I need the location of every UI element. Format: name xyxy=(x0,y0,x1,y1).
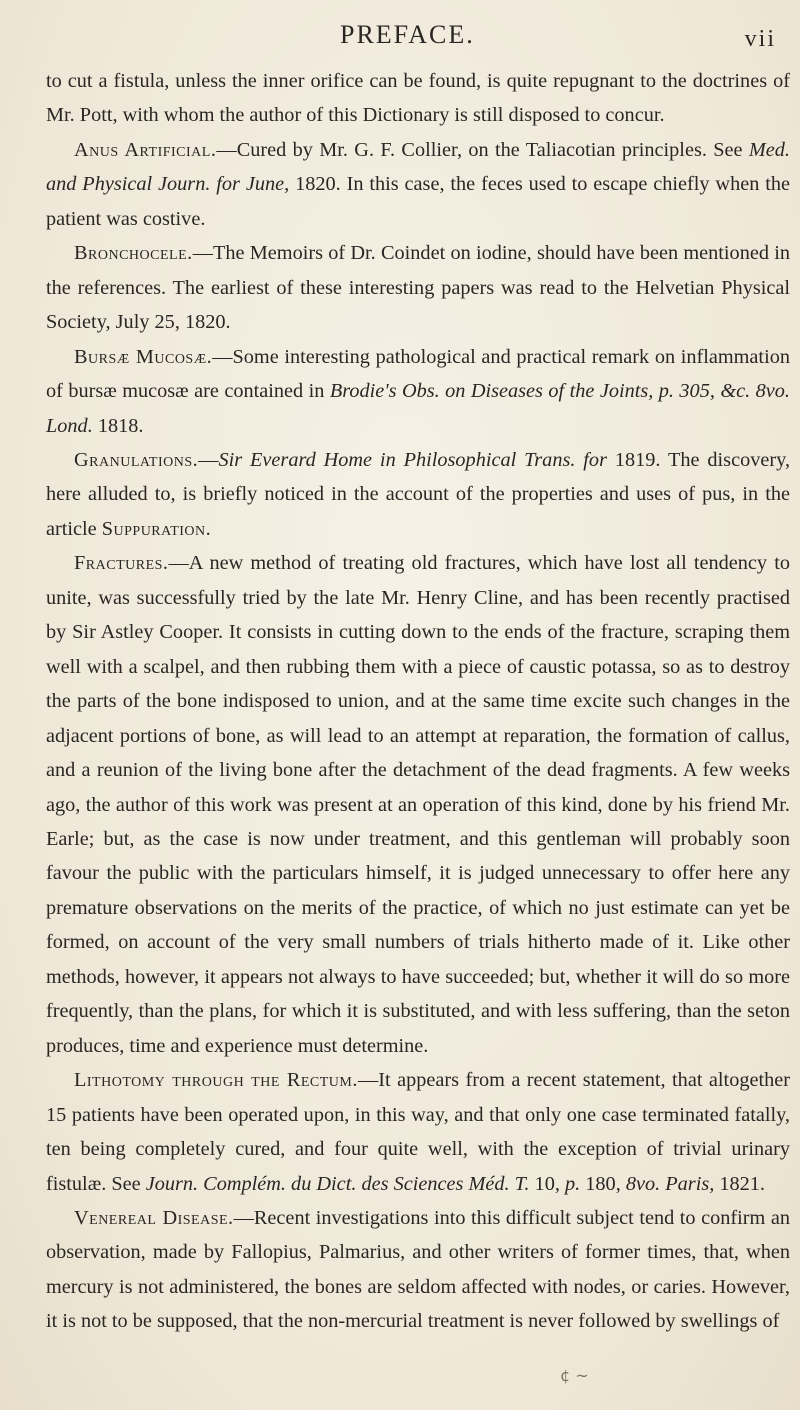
citation: Med. and Physical Journ. for June, xyxy=(46,138,790,196)
paragraph-text: to cut a fistula, unless the inner orifice can be found, is quite repugnant to the doctrines of Mr. Pott, with whom the author of this Dictionary is still disposed to concur. xyxy=(46,70,790,127)
entry-heading: Bursæ Mucosæ. xyxy=(74,345,213,368)
entry-text: It appears from a recent statement, that altogether 15 patients have been operated upon, in this way, and that only one case terminated fatally, ten being completely cured, and four quite well, with the exception of trivial urinary fistulæ. See xyxy=(46,1069,791,1195)
entry-bronchocele xyxy=(46,236,790,339)
em-dash: — xyxy=(192,242,213,265)
entry-anus-artificial xyxy=(46,133,790,236)
entry-text: . xyxy=(205,517,211,540)
em-dash: — xyxy=(216,138,237,161)
entry-heading: Granulations. xyxy=(74,448,199,471)
running-head-title: PREFACE. xyxy=(340,20,475,49)
body-text xyxy=(46,64,790,1339)
entry-text: 1821. xyxy=(714,1172,765,1195)
entry-heading: Venereal Disease. xyxy=(74,1206,234,1229)
em-dash: — xyxy=(212,345,233,368)
entry-heading: Anus Artificial. xyxy=(74,138,217,161)
entry-heading: Lithotomy through the Rectum. xyxy=(74,1069,358,1092)
citation: Sir Everard Home in Philosophical Trans. for xyxy=(218,448,607,471)
paragraph-fistula-continued xyxy=(46,64,790,133)
em-dash: — xyxy=(233,1206,254,1229)
entry-text: Cured by Mr. G. F. Collier, on the Taliacotian principles. See xyxy=(236,138,749,161)
entry-text: 1819. The discovery, here alluded to, is briefly noticed in the account of the properties and uses of pus, in the article xyxy=(46,448,791,540)
entry-text: 1818. xyxy=(92,414,144,437)
entry-heading: Bronchocele. xyxy=(74,242,193,265)
entry-text: Some interesting pathological and practical remark on inflammation of bursæ mucosæ are contained in xyxy=(46,345,790,403)
entry-text: 1820. In this case, the feces used to escape chiefly when the patient was costive. xyxy=(46,173,791,230)
entry-text: 10, xyxy=(529,1172,565,1195)
footer-mark: ¢ ~ xyxy=(560,1366,589,1385)
em-dash: — xyxy=(357,1069,379,1092)
page-number: vii xyxy=(744,26,776,52)
entry-text: A new method of treating old fractures, which have lost all tendency to unite, was successfully tried by the late Mr. Henry Cline, and has been recently practised by Sir Astley Cooper. It consists in cutting down to the ends of the fracture, scraping them well with a scalpel, and then rubbing them with a piece of caustic potassa, so as to destroy the parts of the bone indisposed to union, and at the same time excite such changes in the adjacent portions of bone, as will lead to an attempt at reparation, the formation of callus, and a reunion of the living bone after the detachment of the dead fragments. A few weeks ago, the author of this work was present at an operation of this kind, done by his friend Mr. Earle; but, as the case is now under treatment, and this gentleman will probably soon favour the public with the particulars himself, it is judged unnecessary to offer here any premature observations on the merits of the practice, of which no just estimate can yet be formed, on account of the very small numbers of trials hitherto made of it. Like other methods, however, it appears not always to have succeeded; but, whether it will do so more frequently, than the plans, for which it is substituted, and with less suffering, than the seton produces, time and experience must determine. xyxy=(46,552,790,1057)
em-dash: — xyxy=(168,552,189,575)
em-dash: — xyxy=(198,448,219,471)
entry-granulations xyxy=(46,443,790,546)
running-head xyxy=(0,20,800,50)
entry-fractures xyxy=(46,546,790,1063)
citation: p. xyxy=(564,1172,581,1195)
entry-bursae-mucosae xyxy=(46,340,790,443)
citation: 8vo. Paris, xyxy=(625,1172,715,1195)
entry-text: The Memoirs of Dr. Coindet on iodine, should have been mentioned in the references. The earliest of these interesting papers was read to the Helvetian Physical Society, July 25, 1820. xyxy=(46,242,790,334)
entry-venereal-disease xyxy=(46,1201,790,1339)
entry-lithotomy xyxy=(46,1063,790,1201)
citation: Brodie's Obs. on Diseases of the Joints, p. 305, &c. 8vo. Lond. xyxy=(46,380,790,437)
entry-text: Recent investigations into this difficult subject tend to confirm an observation, made by Fallopius, Palmarius, and other writers of former times, that, when mercury is not administered, the bones are seldom affected with nodes, or caries. However, it is not to be supposed, that the non-mercurial treatment is never followed by swellings of xyxy=(46,1206,790,1333)
citation: Journ. Complém. du Dict. des Sciences Méd. T. xyxy=(145,1172,530,1195)
entry-heading: Fractures. xyxy=(74,552,169,575)
cross-reference: Suppuration xyxy=(101,517,206,540)
entry-text: 180, xyxy=(580,1172,626,1195)
